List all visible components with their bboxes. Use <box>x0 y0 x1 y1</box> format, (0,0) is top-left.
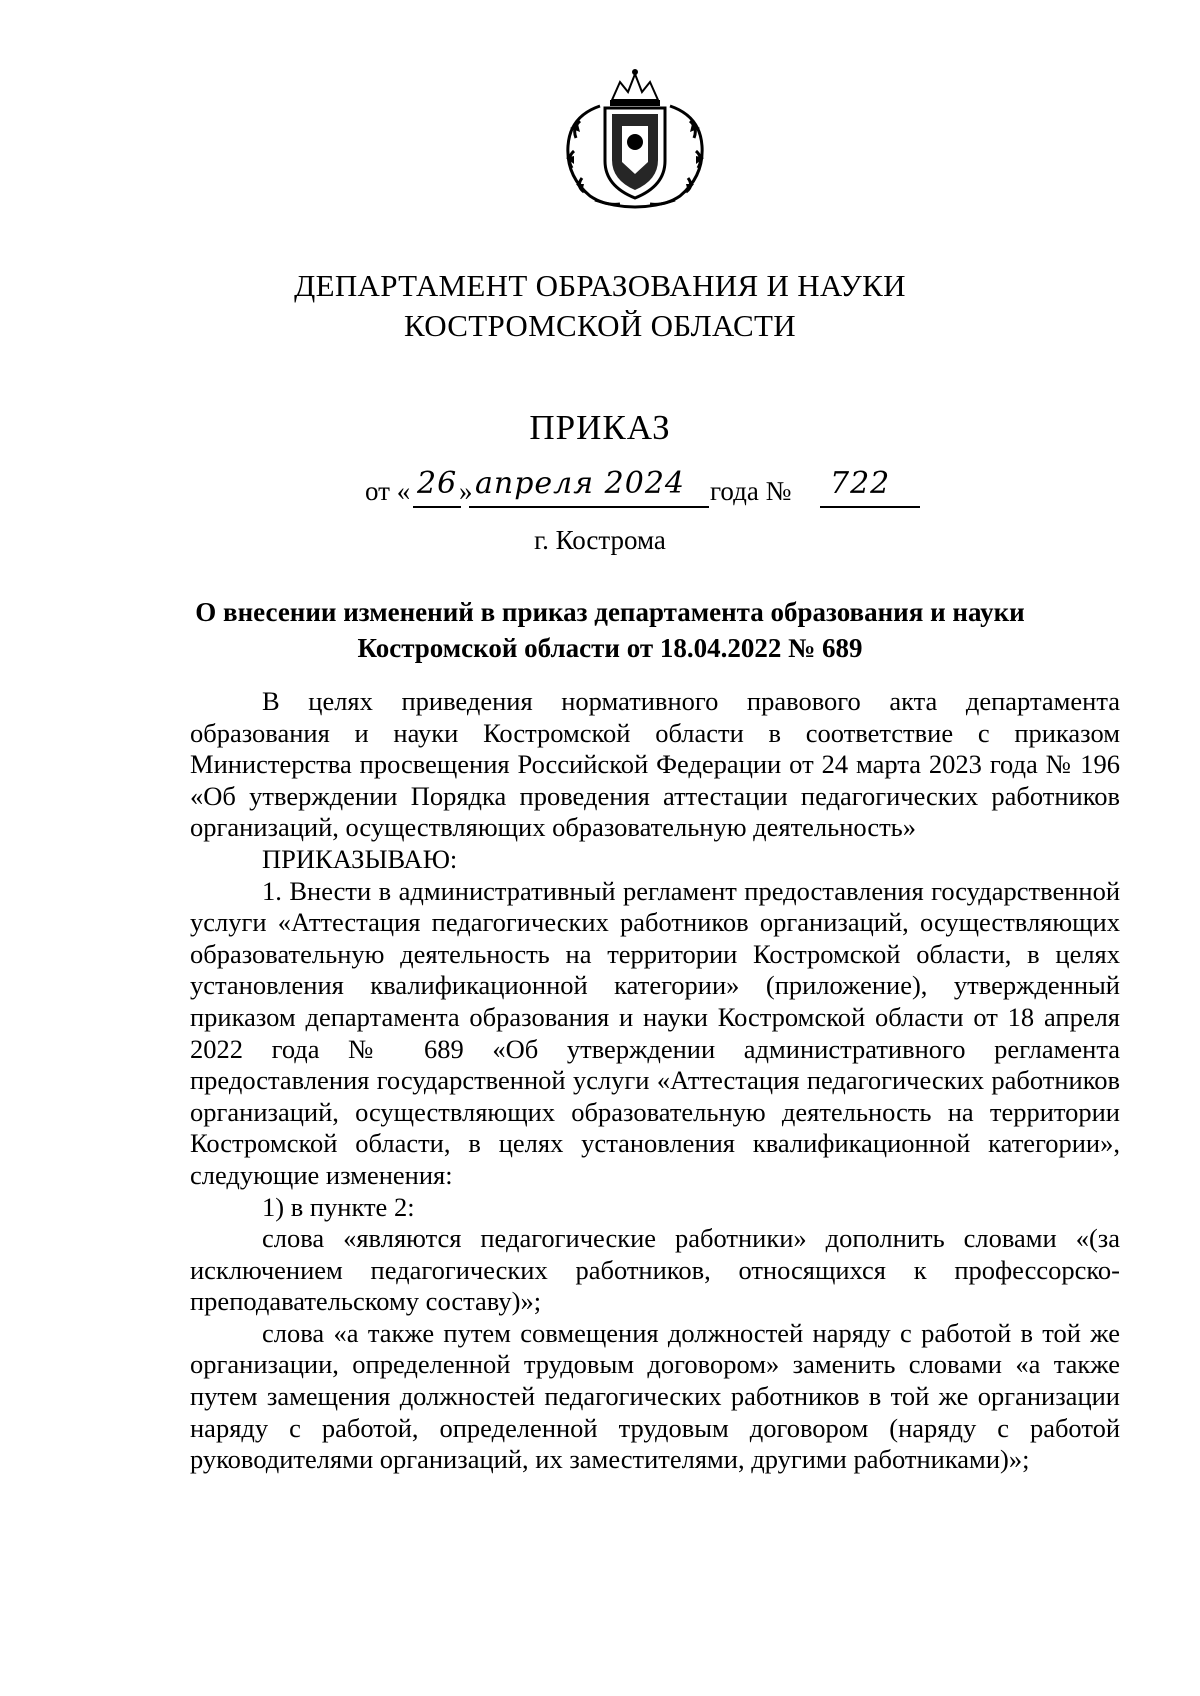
handwritten-order-number: 722 <box>830 466 891 501</box>
coat-of-arms-emblem <box>550 66 720 216</box>
order-subject <box>180 594 1040 666</box>
sub-item-1: 1) в пункте 2: <box>262 1191 415 1222</box>
number-underline <box>820 506 920 508</box>
preamble-paragraph: В целях приведения нормативного правового акта департамента образования и науки Костромской области в соответствие с приказом Министерства просвещения Российской Федерации от 24 марта 2023 года № 196 «Об утверждении Порядка проведения аттестации педагогических работников организаций, осуществляющих образовательную деятельность» <box>190 686 1120 843</box>
subject-line2: Костромской области от 18.04.2022 № 689 <box>357 633 863 663</box>
year-word-label: года № <box>710 476 792 506</box>
department-name-line2: КОСТРОМСКОЙ ОБЛАСТИ <box>404 308 796 343</box>
date-prefix: от « <box>365 476 411 506</box>
date-quote-close: » <box>459 476 473 506</box>
change-2-paragraph: слова «а также путем совмещения должностей наряду с работой в той же организации, определенной трудовым договором» заменить словами «а также путем замещения должностей педагогических работников в той же организации наряду с работой, определенной трудовым договором (наряду с работой руководителями организаций, их заместителями, другими работниками)»; <box>190 1317 1120 1475</box>
order-title: ПРИКАЗ <box>529 408 671 447</box>
change-1-paragraph: слова «являются педагогические работники» дополнить словами «(за исключением педагогических работников, относящихся к профессорско-преподавательскому составу)»; <box>190 1223 1120 1317</box>
month-underline <box>469 506 709 508</box>
item-1-paragraph: 1. Внести в административный регламент предоставления государственной услуги «Аттестация педагогических работников организаций, осуществляющих образовательную деятельность на территории Костромской области, в целях установления квалификационной категории» (приложение), утвержденный приказом департамента образования и науки Костромской области от 18 апреля 2022 года № 689 «Об утверждении административного регламента предоставления государственной услуги «Аттестация педагогических работников организаций, осуществляющих образовательную деятельность на территории Костромской области, в целях установления квалификационной категории», следующие изменения: <box>190 875 1120 1190</box>
handwritten-day: 26 <box>417 466 458 501</box>
handwritten-month-year: апреля 2024 <box>475 466 686 501</box>
decree-word: ПРИКАЗЫВАЮ: <box>262 843 458 874</box>
order-date-line <box>365 466 925 516</box>
day-underline <box>413 506 461 508</box>
subject-line1: О внесении изменений в приказ департамента образования и науки <box>195 597 1025 627</box>
department-name-line1: ДЕПАРТАМЕНТ ОБРАЗОВАНИЯ И НАУКИ <box>294 268 906 303</box>
city-name: г. Кострома <box>534 525 666 555</box>
order-body <box>190 686 1120 1476</box>
